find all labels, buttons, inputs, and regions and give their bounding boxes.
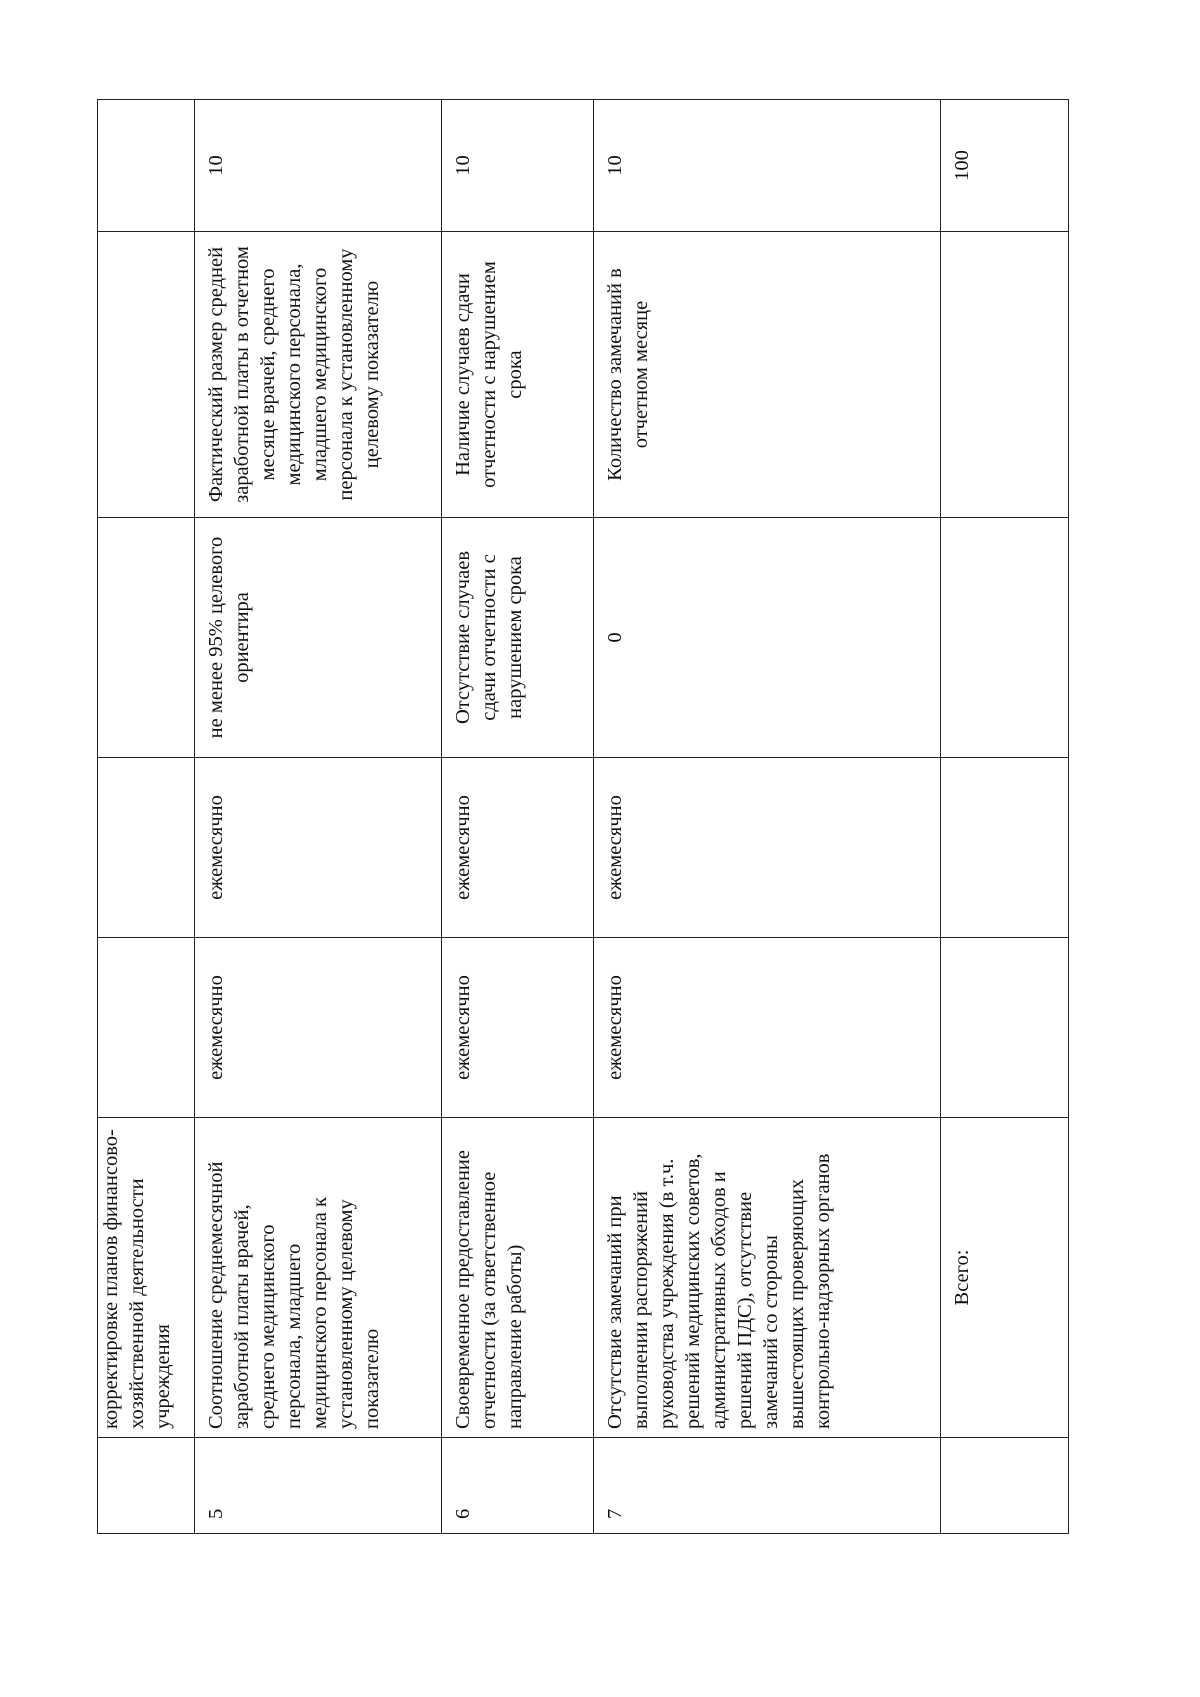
empty-cell (941, 232, 1069, 518)
row-number: 5 (195, 1438, 442, 1534)
rotated-table-page (97, 100, 1068, 1534)
total-points: 100 (941, 100, 1069, 232)
criterion-cell: Отсутствие замечаний при выполнении распоряжений руководства учреждения (в т.ч. решений медицинских советов, административных обходов и решений ПДС), отсутствие замечаний со стороны вышестоящих проверяющих контрольно-надзорных органов (594, 1118, 941, 1438)
points-cell: 10 (442, 100, 594, 232)
empty-cell (941, 1438, 1069, 1534)
indicator-cell: Наличие случаев сдачи отчетности с нарушением срока (442, 232, 594, 518)
row-number: 7 (594, 1438, 941, 1534)
total-row (941, 100, 1069, 1534)
criterion-cell: Своевременное предоставление отчетности (за ответственное направление работы) (442, 1118, 594, 1438)
target-cell: не менее 95% целевого ориентира (195, 518, 442, 758)
criterion-cell: Соотношение среднемесячной заработной платы врачей, среднего медицинского персонала, младшего медицинского персонала к установленному целевому показателю (195, 1118, 442, 1438)
empty-cell (941, 938, 1069, 1118)
points-cell (98, 100, 195, 232)
period-cell: ежемесячно (195, 758, 442, 938)
criterion-cell: корректировке планов финансово-хозяйственной деятельности учреждения (98, 1118, 195, 1438)
indicator-cell: Количество замечаний в отчетном месяце (594, 232, 941, 518)
empty-cell (941, 518, 1069, 758)
empty-cell (941, 758, 1069, 938)
criteria-table (97, 99, 1069, 1534)
target-cell: 0 (594, 518, 941, 758)
target-cell (98, 518, 195, 758)
table-row (195, 100, 442, 1534)
table-row (98, 100, 195, 1534)
period-cell (98, 758, 195, 938)
row-number: 6 (442, 1438, 594, 1534)
total-label: Всего: (941, 1118, 1069, 1438)
target-cell: Отсутствие случаев сдачи отчетности с нарушением срока (442, 518, 594, 758)
indicator-cell (98, 232, 195, 518)
period-cell (98, 938, 195, 1118)
table-row (442, 100, 594, 1534)
row-number (98, 1438, 195, 1534)
indicator-cell: Фактический размер средней заработной платы в отчетном месяце врачей, среднего медицинского персонала, младшего медицинского персонала к установленному целевому показателю (195, 232, 442, 518)
period-cell: ежемесячно (594, 758, 941, 938)
period-cell: ежемесячно (442, 758, 594, 938)
table-row (594, 100, 941, 1534)
period-cell: ежемесячно (442, 938, 594, 1118)
period-cell: ежемесячно (594, 938, 941, 1118)
points-cell: 10 (195, 100, 442, 232)
points-cell: 10 (594, 100, 941, 232)
period-cell: ежемесячно (195, 938, 442, 1118)
